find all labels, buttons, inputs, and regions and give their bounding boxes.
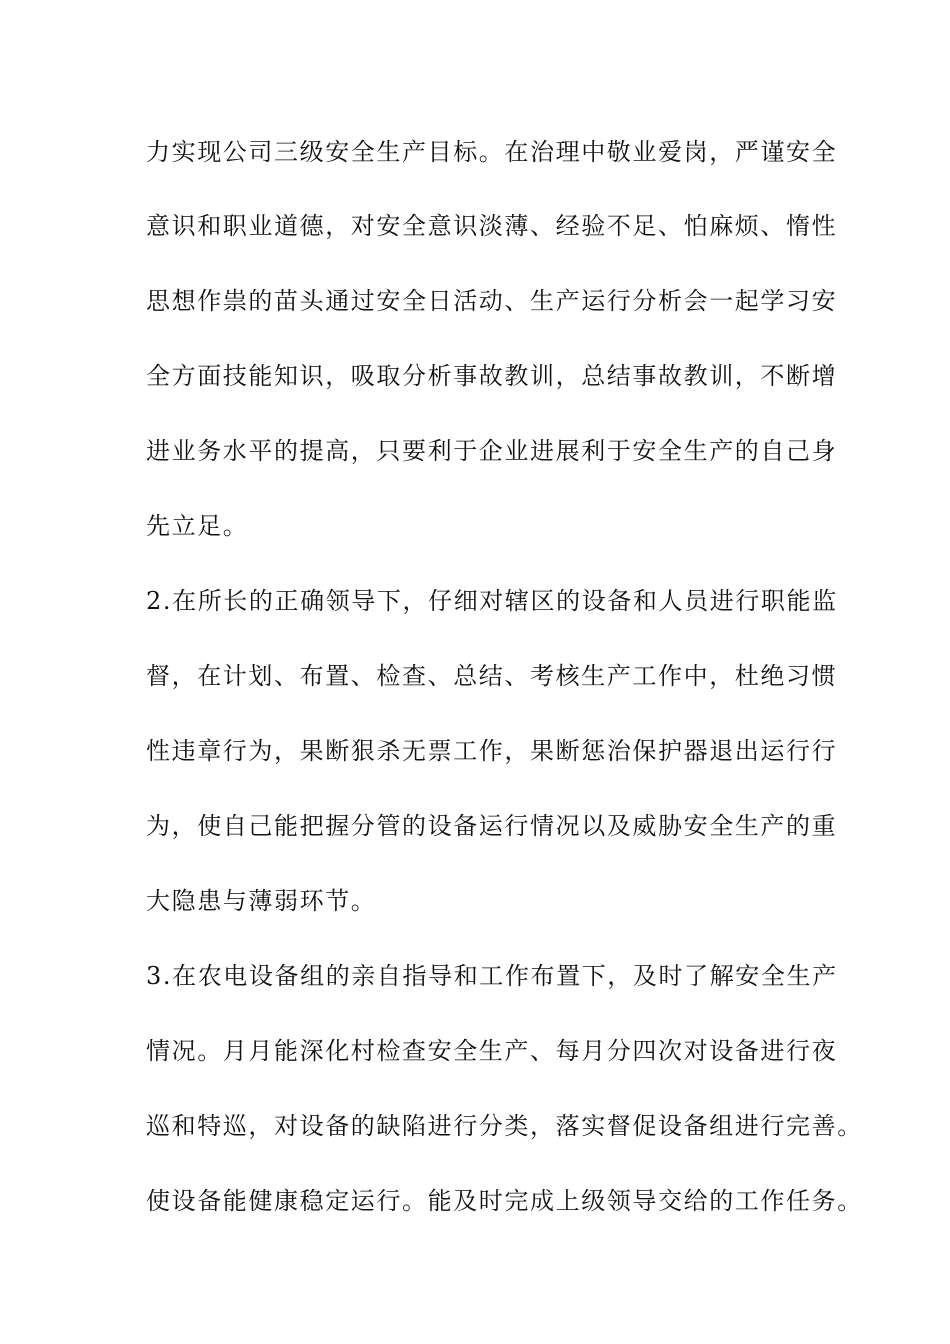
text-line: 情况。月月能深化村检查安全生产、每月分四次对设备进行夜 (146, 1037, 838, 1065)
text-line: 巡和特巡，对设备的缺陷进行分类，落实督促设备组进行完善。 (146, 1112, 863, 1140)
text-line: 进业务水平的提高，只要利于企业进展利于安全生产的自己身 (146, 437, 838, 465)
text-line: 意识和职业道德，对安全意识淡薄、经验不足、怕麻烦、惰性 (146, 212, 838, 240)
text-line: 使设备能健康稳定运行。能及时完成上级领导交给的工作任务。 (146, 1187, 863, 1215)
text-line: 先立足。 (146, 512, 249, 540)
text-line: 性违章行为，果断狠杀无票工作，果断惩治保护器退出运行行 (146, 737, 838, 765)
text-line: 全方面技能知识，吸取分析事故教训，总结事故教训，不断增 (146, 362, 838, 390)
text-line: 3.在农电设备组的亲自指导和工作布置下，及时了解安全生产 (146, 962, 838, 990)
text-line: 思想作祟的苗头通过安全日活动、生产运行分析会一起学习安 (146, 287, 838, 315)
text-line: 力实现公司三级安全生产目标。在治理中敬业爱岗，严谨安全 (146, 138, 838, 166)
text-line: 为，使自己能把握分管的设备运行情况以及威胁安全生产的重 (146, 812, 838, 840)
text-line: 2.在所长的正确领导下，仔细对辖区的设备和人员进行职能监 (146, 587, 838, 615)
text-line: 大隐患与薄弱环节。 (146, 887, 377, 915)
text-line: 督，在计划、布置、检查、总结、考核生产工作中，杜绝习惯 (146, 662, 838, 690)
